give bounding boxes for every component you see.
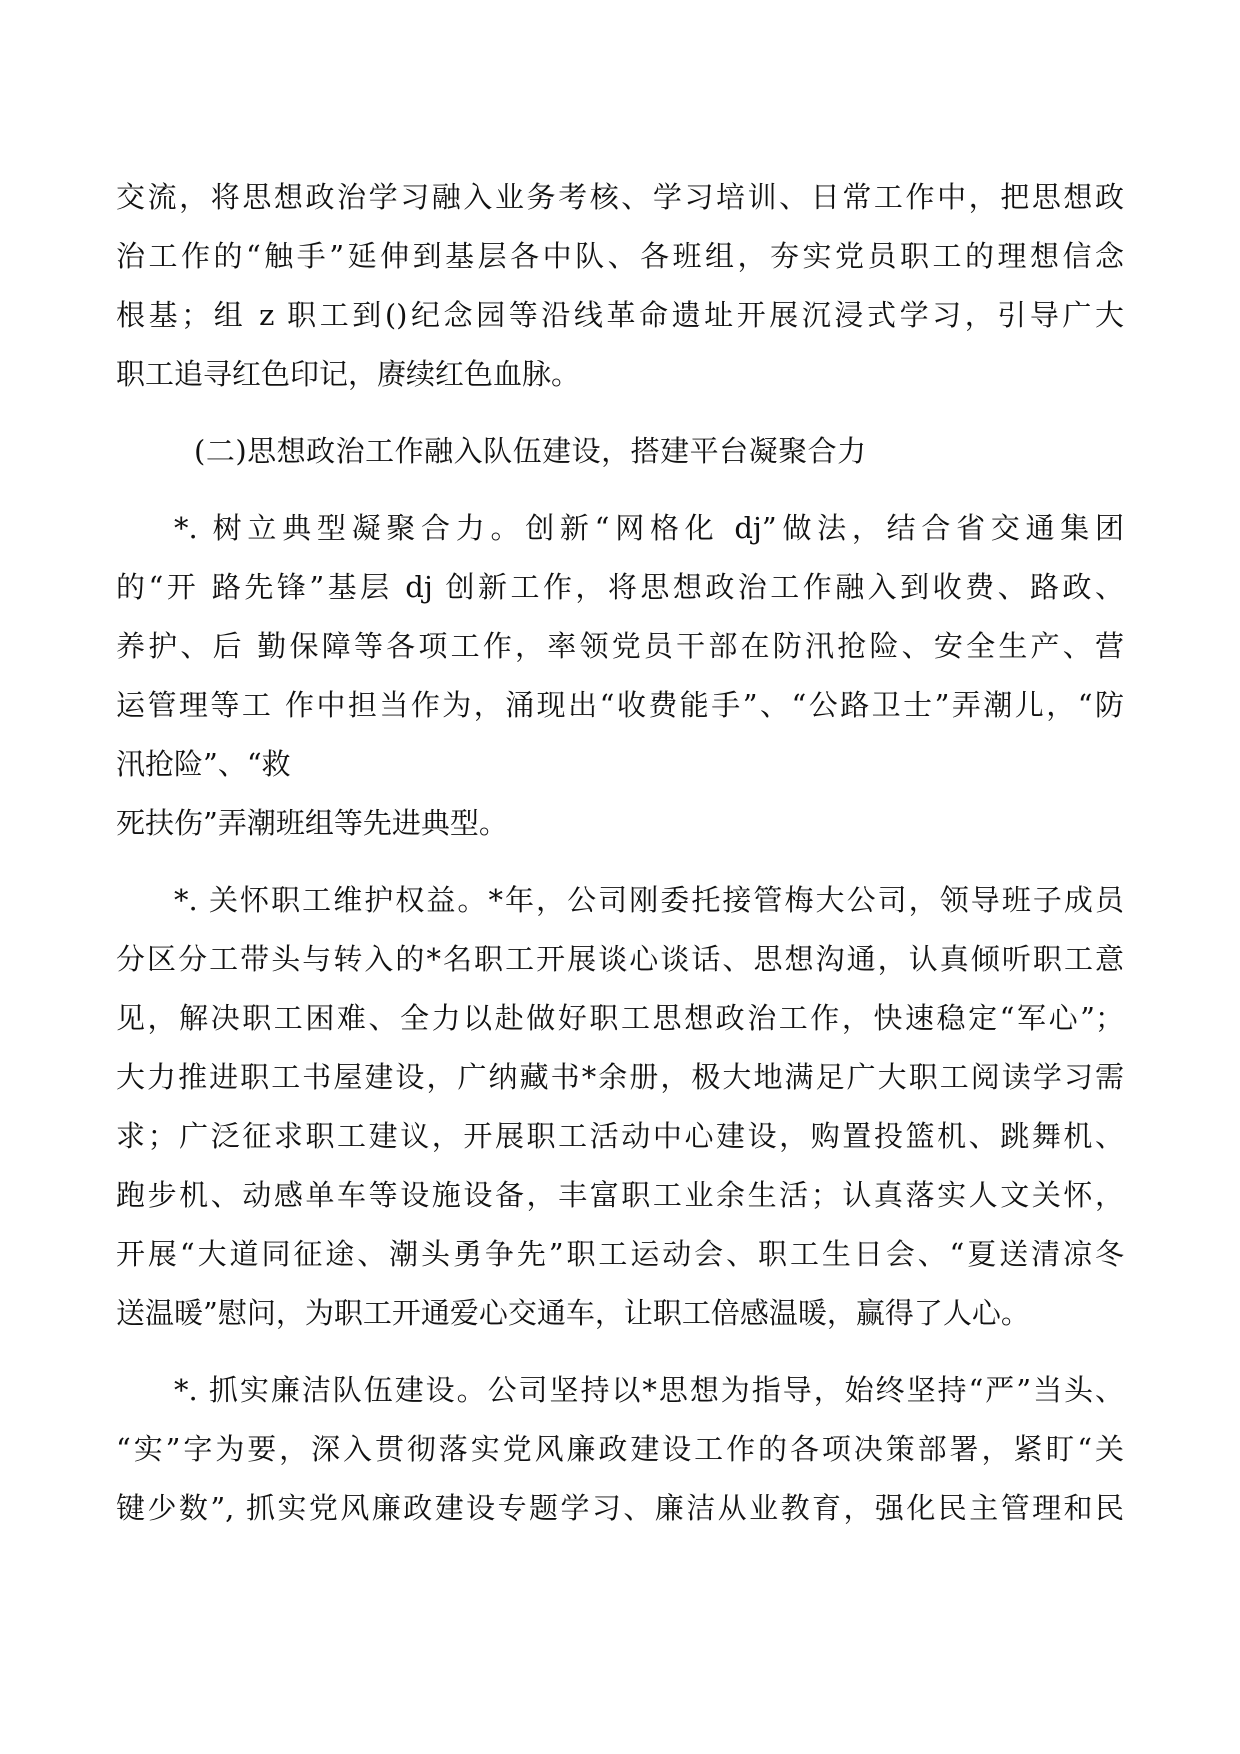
paragraph-4 [116, 1361, 1124, 1538]
text-line: 交流，将思想政治学习融入业务考核、学习培训、日常工作中，把思想政 [116, 180, 1124, 214]
text-line: “实”字为要，深入贯彻落实党风廉政建设工作的各项决策部署，紧盯“关 [116, 1432, 1124, 1466]
text-line: 的“开 路先锋”基层 dj 创新工作，将思想政治工作融入到收费、路政、 [116, 570, 1124, 604]
text-line: 汛抢险”、“救 [116, 747, 291, 781]
text-line: 职工追寻红色印记，赓续红色血脉。 [116, 357, 581, 391]
document-body [116, 168, 1124, 1538]
paragraph-gap [116, 404, 1124, 422]
text-line: 养护、后 勤保障等各项工作，率领党员干部在防汛抢险、安全生产、营 [116, 629, 1124, 663]
section-heading [116, 422, 1124, 481]
text-line: 开展“大道同征途、潮头勇争先”职工运动会、职工生日会、“夏送清凉冬 [116, 1237, 1124, 1271]
paragraph-1 [116, 168, 1124, 404]
paragraph-gap [116, 1343, 1124, 1361]
heading-text: (二)思想政治工作融入队伍建设，搭建平台凝聚合力 [194, 434, 867, 468]
text-line: 跑步机、动感单车等设施设备，丰富职工业余生活；认真落实人文关怀， [116, 1178, 1124, 1212]
text-line: 见，解决职工困难、全力以赴做好职工思想政治工作，快速稳定“军心”； [116, 1001, 1124, 1035]
paragraph-2 [116, 499, 1124, 853]
paragraph-gap [116, 853, 1124, 871]
paragraph-3 [116, 871, 1124, 1343]
text-line: *. 关怀职工维护权益。*年，公司刚委托接管梅大公司，领导班子成员 [174, 883, 1124, 917]
text-line: 送温暖”慰问，为职工开通爱心交通车，让职工倍感温暖，赢得了人心。 [116, 1296, 1030, 1330]
paragraph-gap [116, 481, 1124, 499]
text-line: 死扶伤”弄潮班组等先进典型。 [116, 806, 508, 840]
text-line: *. 抓实廉洁队伍建设。公司坚持以*思想为指导，始终坚持“严”当头、 [174, 1373, 1124, 1407]
text-line: 根基；组 z 职工到()纪念园等沿线革命遗址开展沉浸式学习，引导广大 [116, 298, 1124, 332]
text-line: 大力推进职工书屋建设，广纳藏书*余册，极大地满足广大职工阅读学习需 [116, 1060, 1124, 1094]
text-line: 运管理等工 作中担当作为，涌现出“收费能手”、“公路卫士”弄潮儿，“防 [116, 688, 1124, 722]
text-line: 键少数”, 抓实党风廉政建设专题学习、廉洁从业教育，强化民主管理和民 [116, 1491, 1124, 1525]
text-line: 分区分工带头与转入的*名职工开展谈心谈话、思想沟通，认真倾听职工意 [116, 942, 1124, 976]
text-line: *. 树立典型凝聚合力。创新“网格化 dj”做法，结合省交通集团 [174, 511, 1124, 545]
text-line: 治工作的“触手”延伸到基层各中队、各班组，夯实党员职工的理想信念 [116, 239, 1124, 273]
text-line: 求；广泛征求职工建议，开展职工活动中心建设，购置投篮机、跳舞机、 [116, 1119, 1124, 1153]
